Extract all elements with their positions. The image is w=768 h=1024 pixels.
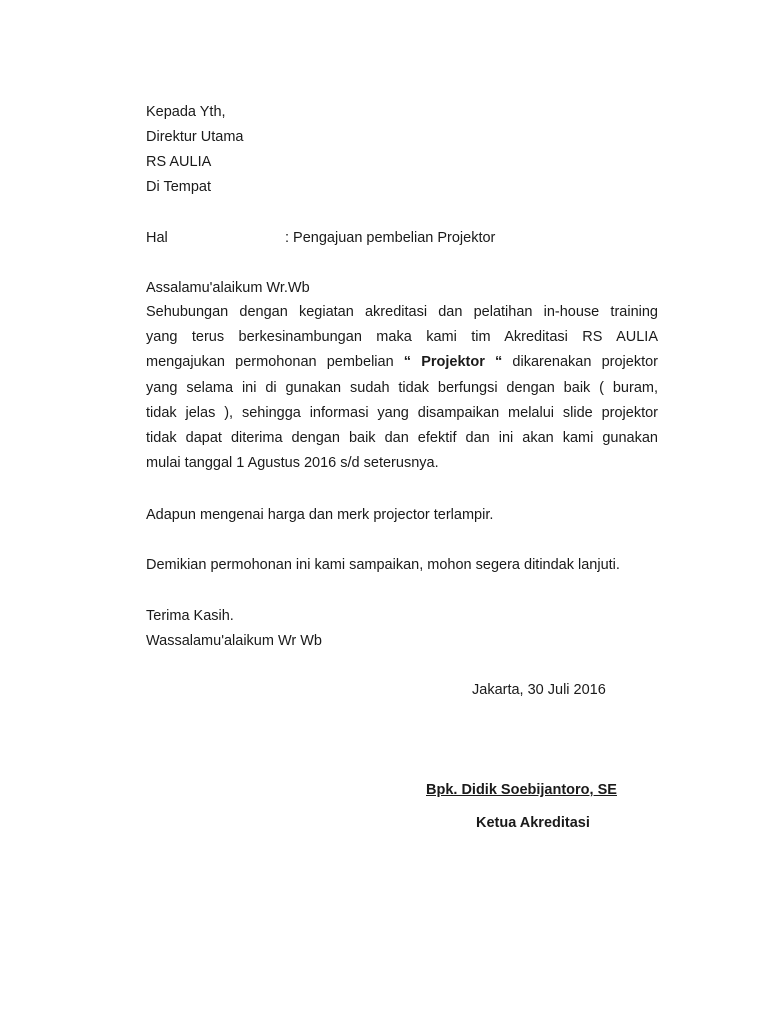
signer-position: Ketua Akreditasi — [476, 815, 590, 831]
closing-request: Demikian permohonan ini kami sampaikan, mohon segera ditindak lanjuti. — [146, 557, 620, 573]
recipient-line-1: Kepada Yth, — [146, 104, 226, 120]
body-line: yang selama ini di gunakan sudah tidak berfungsi dengan baik ( buram, — [146, 379, 658, 396]
body-paragraph — [146, 300, 658, 476]
body-line-with-emphasis — [146, 350, 658, 375]
subject-value: : Pengajuan pembelian Projektor — [285, 230, 496, 246]
thanks: Terima Kasih. — [146, 608, 234, 624]
body-line: tidak dapat diterima dengan baik dan efektif dan ini akan kami gunakan — [146, 430, 658, 447]
body-line: yang terus berkesinambungan maka kami tim Akreditasi RS AULIA — [146, 329, 658, 346]
body-text: mengajukan permohonan pembelian — [146, 354, 404, 371]
recipient-line-2: Direktur Utama — [146, 129, 244, 145]
greeting: Assalamu'alaikum Wr.Wb — [146, 280, 310, 296]
recipient-line-4: Di Tempat — [146, 179, 212, 195]
attachment-note: Adapun mengenai harga dan merk projector terlampir. — [146, 507, 494, 523]
body-line: tidak jelas ), sehingga informasi yang disampaikan melalui slide projektor — [146, 404, 658, 421]
farewell: Wassalamu'alaikum Wr Wb — [146, 633, 322, 649]
signer-name: Bpk. Didik Soebijantoro, SE — [426, 782, 617, 798]
body-line: Sehubungan dengan kegiatan akreditasi dan pelatihan in-house training — [146, 304, 658, 320]
product-emphasis: “ Projektor “ — [403, 354, 503, 371]
place-date: Jakarta, 30 Juli 2016 — [472, 682, 606, 698]
body-line: mulai tanggal 1 Agustus 2016 s/d seterusnya. — [146, 455, 439, 472]
subject-label: Hal — [146, 230, 168, 246]
recipient-line-3: RS AULIA — [146, 154, 212, 170]
body-text: dikarenakan projektor — [502, 354, 658, 371]
